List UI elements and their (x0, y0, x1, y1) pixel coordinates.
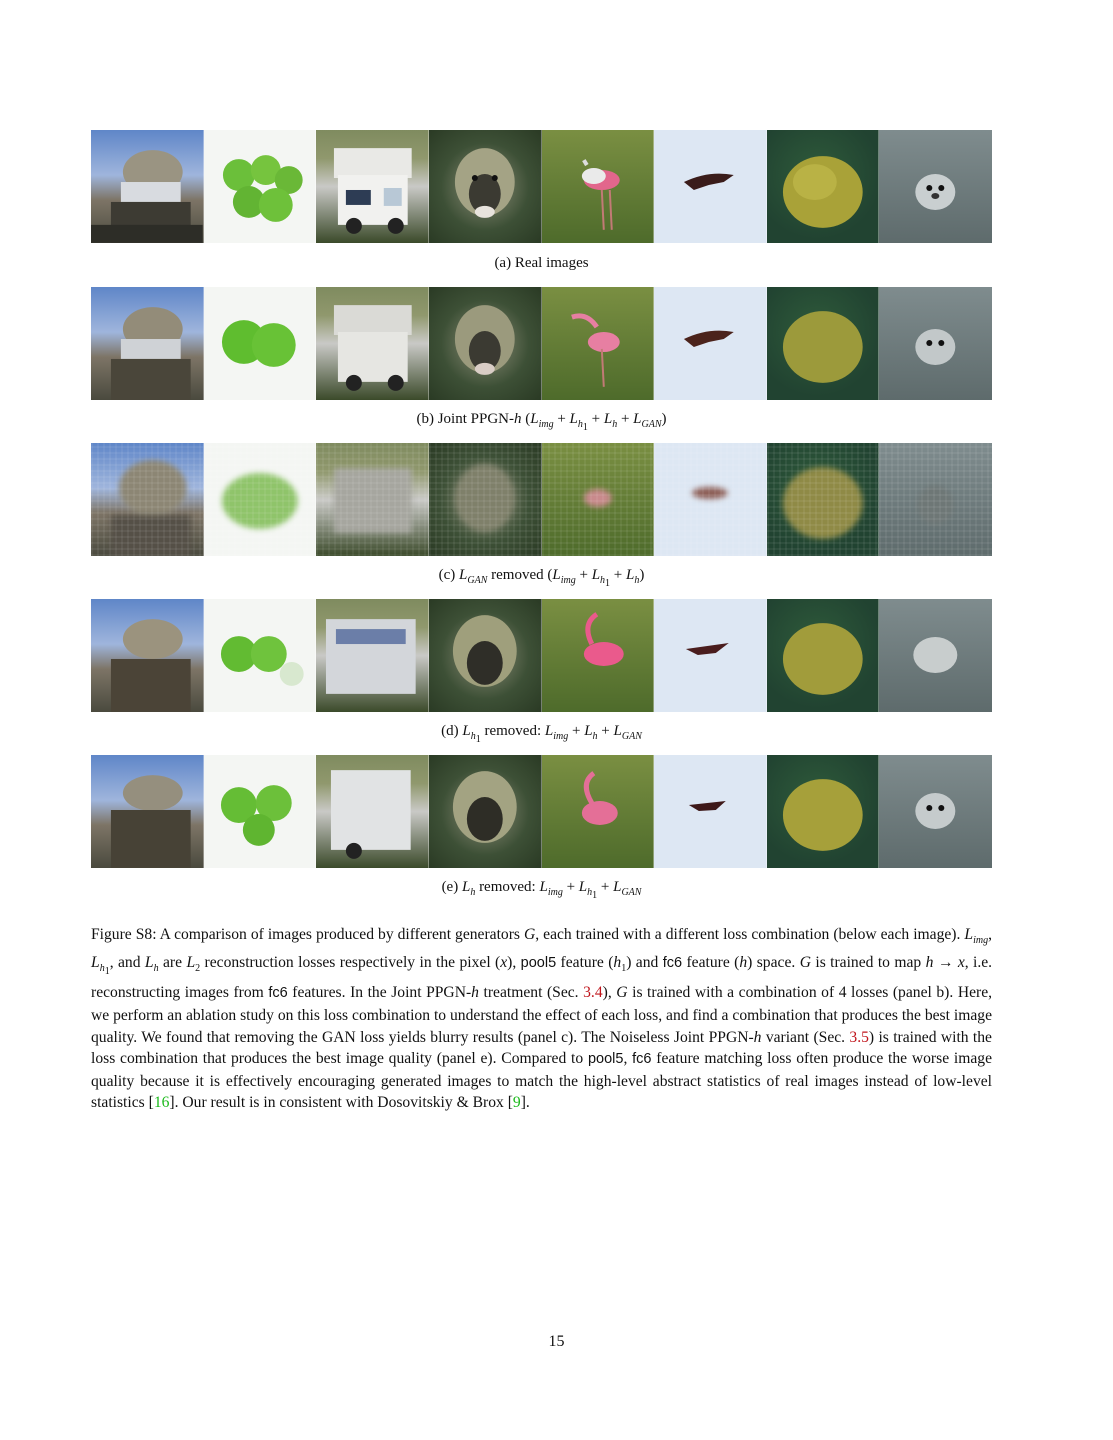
image-strip-e (91, 755, 992, 868)
ref-link-3-5[interactable]: 3.5 (849, 1028, 869, 1046)
image-strip-c (91, 443, 992, 556)
ref-link-3-4[interactable]: 3.4 (583, 984, 603, 1002)
image-camper (316, 287, 429, 400)
caption-b: (b) Joint PPGN-h $(L_{img} + L_{h_1} + L_h + L_{GAN})$ (416, 411, 667, 433)
image-apples (204, 755, 317, 868)
image-planetarium (91, 443, 204, 556)
image-monkey (429, 130, 542, 243)
image-bird-sky (654, 130, 767, 243)
image-bird-sky (654, 755, 767, 868)
image-seal (879, 755, 992, 868)
image-planetarium (91, 755, 204, 868)
image-seal (879, 287, 992, 400)
image-planetarium (91, 130, 204, 243)
image-camper (316, 755, 429, 868)
image-apples (204, 287, 317, 400)
image-jackfruit (767, 130, 880, 243)
image-spoonbill (542, 287, 655, 400)
caption-d: (d) $L_{h_1}$ removed: $L_{img} + L_h + L_{GAN}$ (441, 723, 642, 745)
image-spoonbill (542, 443, 655, 556)
image-spoonbill (542, 130, 655, 243)
image-bird-sky (654, 287, 767, 400)
image-monkey (429, 599, 542, 712)
image-jackfruit (767, 599, 880, 712)
ref-link-9[interactable]: 9 (512, 1094, 521, 1112)
image-apples (204, 599, 317, 712)
image-seal (879, 599, 992, 712)
caption-e: (e) $L_h$ removed: $L_{img} + L_{h_1} + L_{GAN}$ (441, 879, 642, 901)
image-apples (204, 130, 317, 243)
image-planetarium (91, 599, 204, 712)
image-jackfruit (767, 443, 880, 556)
caption-a: (a) Real images (494, 255, 589, 271)
image-spoonbill (542, 599, 655, 712)
image-monkey (429, 287, 542, 400)
image-strip-a (91, 130, 992, 243)
image-monkey (429, 443, 542, 556)
image-camper (316, 599, 429, 712)
image-seal (879, 130, 992, 243)
image-planetarium (91, 287, 204, 400)
caption-c: (c) $L_{GAN}$ removed $(L_{img} + L_{h_1} + L_h)$ (438, 567, 645, 589)
image-camper (316, 443, 429, 556)
image-bird-sky (654, 599, 767, 712)
image-strip-d (91, 599, 992, 712)
figure-caption-paragraph: Figure S8: A comparison of images produced by different generators G, each trained with a different loss combination (below each image). $L_{img}$, $L_{h_1}$, and $L_h$ are $L_2$ reconstruction losses respectively in the pixel (x), pool5 feature $(h_1)$ and fc6 feature (h) space. G is trained to map h → x, i.e. reconstructing images from fc6 features. In the Joint PPGN-h treatment (Sec. 3.4), G is trained with a combination of 4 losses (panel b). Here, we perform an ablation study on this loss combination to understand the effect of each loss, and find a combination that produces the best image quality. We found that removing the GAN loss yields blurry results (panel c). The Noiseless Joint PPGN-h variant (Sec. 3.5) is trained with the loss combination that produces the best image quality (panel e). Compared to pool5, fc6 feature matching loss often produce the worse image quality because it is effectively encouraging generated images to match the high-level abstract statistics of real images instead of low-level statistics [16]. Our result is in consistent with Dosovitskiy & Brox [9]. (91, 926, 993, 1112)
image-seal (879, 443, 992, 556)
image-strip-b (91, 287, 992, 400)
image-jackfruit (767, 287, 880, 400)
image-camper (316, 130, 429, 243)
ref-link-16[interactable]: 16 (153, 1094, 170, 1112)
image-monkey (429, 755, 542, 868)
image-spoonbill (542, 755, 655, 868)
image-jackfruit (767, 755, 880, 868)
page-number: 15 (548, 1333, 565, 1350)
image-bird-sky (654, 443, 767, 556)
image-apples (204, 443, 317, 556)
